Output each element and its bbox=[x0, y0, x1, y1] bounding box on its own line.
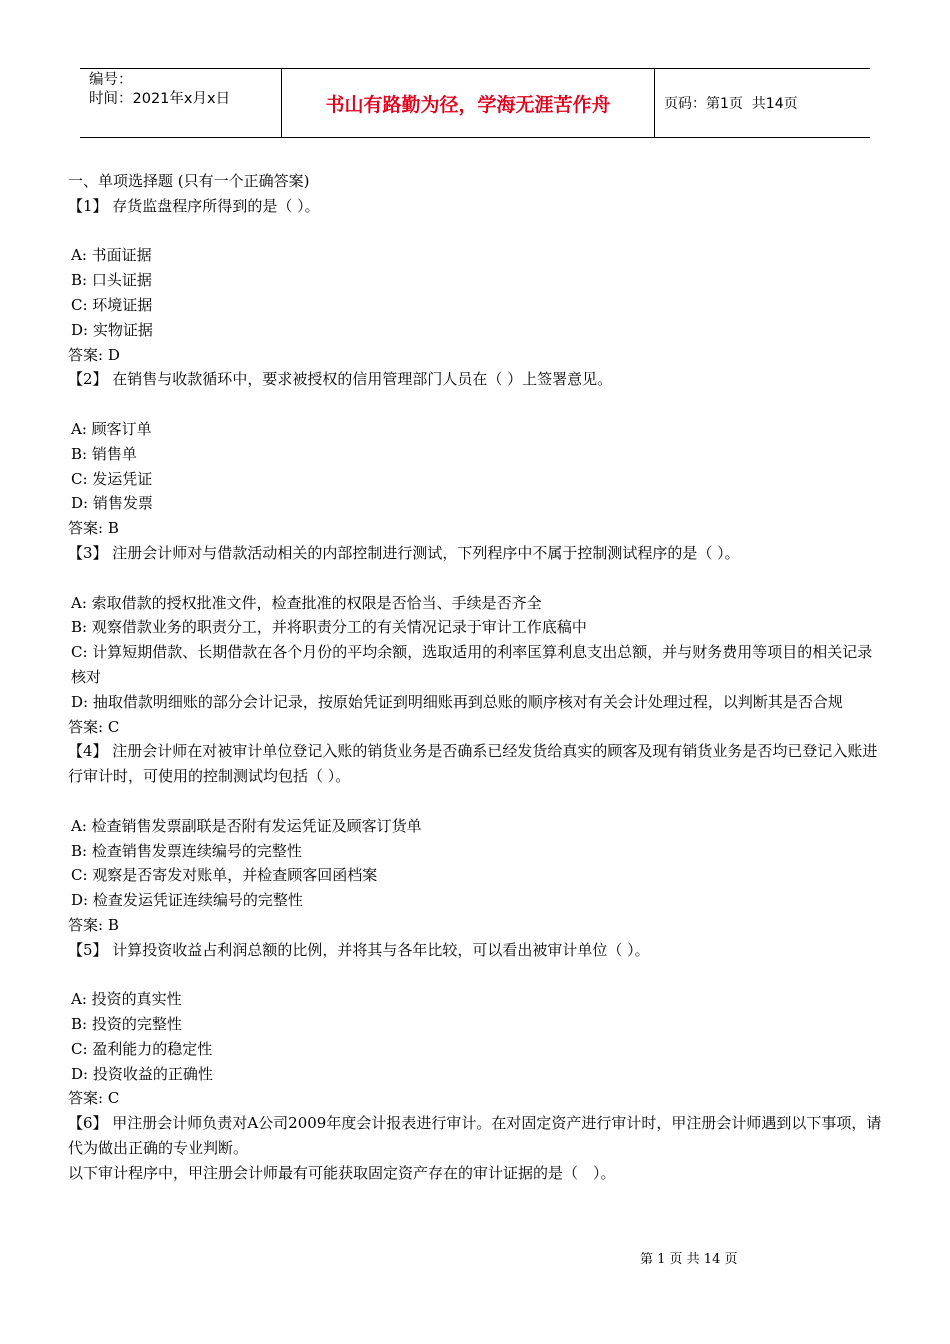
answer: 答案: B bbox=[68, 519, 119, 538]
option-b: B: 投资的完整性 bbox=[71, 1015, 182, 1034]
option-d: D: 投资收益的正确性 bbox=[71, 1064, 213, 1083]
question-2 bbox=[68, 367, 886, 541]
question-stem: 【3】 注册会计师对与借款活动相关的内部控制进行测试，下列程序中不属于控制测试程序的是（ ）。 bbox=[68, 543, 740, 562]
option-c: C: 观察是否寄发对账单，并检查顾客回函档案 bbox=[71, 866, 378, 885]
question-4 bbox=[68, 739, 886, 937]
answer: 答案: B bbox=[68, 915, 119, 934]
header-info bbox=[80, 69, 281, 137]
option-c: C: 环境证据 bbox=[71, 295, 153, 314]
sub-question: 以下审计程序中，甲注册会计师最有可能获取固定资产存在的审计证据的是（ ）。 bbox=[68, 1163, 616, 1182]
header-page-info bbox=[655, 69, 870, 137]
answer: 答案: D bbox=[68, 345, 120, 364]
question-3 bbox=[68, 541, 886, 739]
option-c: C: 发运凭证 bbox=[71, 469, 153, 488]
option-d: D: 实物证据 bbox=[71, 320, 153, 339]
option-a: A: 检查销售发票副联是否附有发运凭证及顾客订货单 bbox=[71, 816, 422, 835]
option-b: B: 观察借款业务的职责分工，并将职责分工的有关情况记录于审计工作底稿中 bbox=[71, 618, 587, 637]
page-header bbox=[80, 68, 870, 138]
option-c: C: 盈利能力的稳定性 bbox=[71, 1039, 213, 1058]
option-c: C: 计算短期借款、长期借款在各个月份的平均余额，选取适用的利率匡算利息支出总额，并与财务费用等项目的相关记录核对 bbox=[71, 643, 873, 686]
option-d: D: 抽取借款明细账的部分会计记录，按原始凭证到明细账再到总账的顺序核对有关会计处理过程，以判断其是否合规 bbox=[71, 692, 843, 711]
document-number: 编号： bbox=[89, 72, 133, 88]
option-b: B: 销售单 bbox=[71, 444, 137, 463]
page-footer: 第 1 页 共 14 页 bbox=[640, 1252, 738, 1267]
answer: 答案: C bbox=[68, 1089, 120, 1108]
header-motto: 书山有路勤为径，学海无涯苦作舟 bbox=[281, 69, 655, 137]
option-d: D: 销售发票 bbox=[71, 494, 153, 513]
option-b: B: 检查销售发票连续编号的完整性 bbox=[71, 841, 302, 860]
option-a: A: 顾客订单 bbox=[71, 419, 152, 438]
document-date: 时间：2021年x月x日 bbox=[89, 91, 231, 107]
option-a: A: 索取借款的授权批准文件，检查批准的权限是否恰当、手续是否齐全 bbox=[71, 593, 542, 612]
question-1 bbox=[68, 194, 886, 368]
question-stem: 【4】 注册会计师在对被审计单位登记入账的销货业务是否确系已经发货给真实的顾客及现有销货业务是否均已登记入账进行审计时，可使用的控制测试均包括（ ）。 bbox=[68, 742, 878, 786]
option-a: A: 投资的真实性 bbox=[71, 990, 182, 1009]
question-6 bbox=[68, 1111, 886, 1185]
question-5 bbox=[68, 938, 886, 1112]
document-body bbox=[68, 169, 886, 1186]
header-page-label: 页码：第1页 共14页 bbox=[664, 96, 798, 112]
question-stem: 【6】 甲注册会计师负责对A公司2009年度会计报表进行审计。在对固定资产进行审计时，甲注册会计师遇到以下事项，请代为做出正确的专业判断。 bbox=[68, 1114, 882, 1158]
option-d: D: 检查发运凭证连续编号的完整性 bbox=[71, 891, 303, 910]
answer: 答案: C bbox=[68, 717, 120, 736]
question-stem: 【1】 存货监盘程序所得到的是（ ）。 bbox=[68, 196, 320, 215]
question-stem: 【2】 在销售与收款循环中，要求被授权的信用管理部门人员在（ ）上签署意见。 bbox=[68, 370, 613, 389]
section-title: 一、单项选择题 (只有一个正确答案) bbox=[68, 172, 310, 190]
question-stem: 【5】 计算投资收益占利润总额的比例，并将其与各年比较，可以看出被审计单位（ ）。 bbox=[68, 940, 650, 959]
option-b: B: 口头证据 bbox=[71, 271, 152, 290]
option-a: A: 书面证据 bbox=[71, 246, 152, 265]
